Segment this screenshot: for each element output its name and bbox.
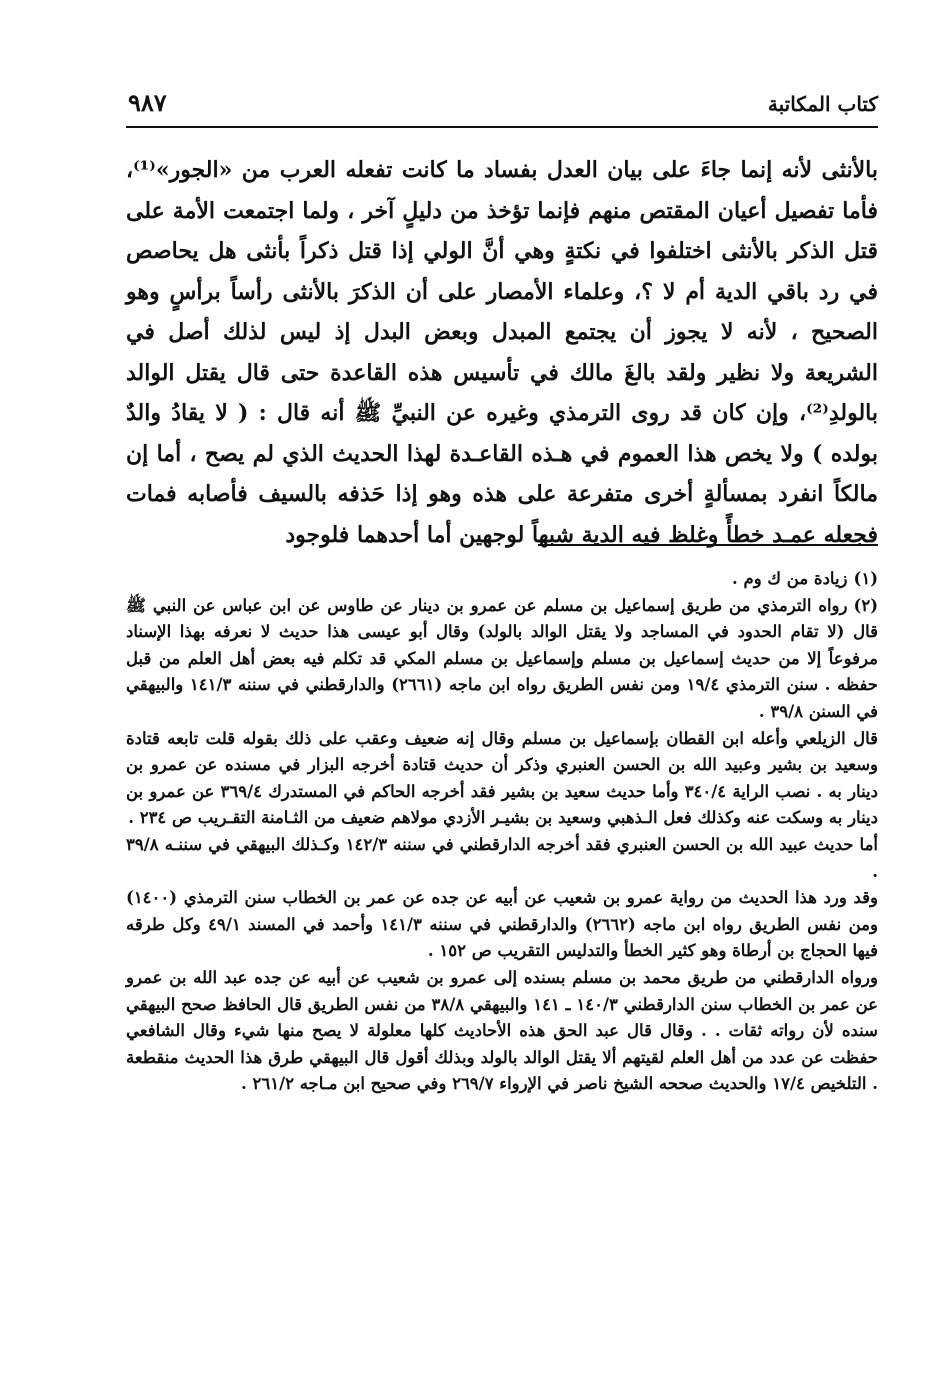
page-number: ٩٨٧ bbox=[128, 88, 167, 117]
running-title: كتاب المكاتبة bbox=[767, 92, 878, 116]
header-rule bbox=[126, 126, 878, 128]
page-header bbox=[126, 86, 878, 126]
footnote-2-continuation: قال الزيلعي وأعله ابن القطان بإسماعيل بن مسلم وقال إنه ضعيف وعقب على ذلك بقوله قلت تابعه قتادة وسعيد بن بشير وعبيد الله بن الحسن العنبري وذكر أن حديث قتادة أخرجه البزار في مسنده عن عمرو بن دينار به . نصب الراية ٣٤٠/٤ وأما حديث سعيد بن بشير فقد أخرجه الحاكم في المستدرك ٣٦٩/٤ عن عمرو بن دينار به وسكت عنه وكذلك فعل الـذهبي وسعيد بن بشيـر الأزدي مولاهم ضعيف من الثـامنة التقـريب ص ٢٣٤ . bbox=[126, 728, 878, 828]
footnote-2 bbox=[126, 593, 878, 726]
footnote-2-continuation: أما حديث عبيد الله بن الحسن العنبري فقد أخرجه الدارقطني في سننه ١٤٢/٣ وكـذلك البيهقي في سننـه ٣٩/٨ . bbox=[126, 834, 878, 881]
footnote-1 bbox=[126, 566, 878, 593]
footnote-marker: (٢) bbox=[853, 595, 878, 615]
footnote-text: زيادة من ك وم . bbox=[732, 569, 848, 588]
footnote-text: رواه الترمذي من طريق إسماعيل بن مسلم عن عمرو بن دينار عن طاوس عن ابن عباس عن النبي ﷺ قال (لا تقام الحدود في المساجد ولا يقتل الوالد بالولد) وقال أبو عيسى هذا حديث لا نعرفه بهذا الإسناد مرفوعاً إلا من حديث إسماعيل بن مسلم وإسماعيل بن مسلم المكي قد تكلم فيه بعض أهل العلم من قبل حفظه . سنن الترمذي ١٩/٤ ومن نفس الطريق رواه ابن ماجه (٢٦٦١) والدارقطني في سننه ١٤١/٣ والبيهقي في السنن ٣٩/٨ . bbox=[126, 595, 879, 721]
footnote-2-continuation: وقد ورد هذا الحديث من رواية عمرو بن شعيب عن أبيه عن جده عن عمر بن الخطاب سنن الترمذي (١٤٠٠) ومن نفس الطريق رواه ابن ماجه (٢٦٦٢) والدارقطني في سننه ١٤١/٣ وأحمد في المسند ٤٩/١ وكل طرقه فيها الحجاج بن أرطاة وهو كثير الخطأ والتدليس التقريب ص ١٥٢ . bbox=[126, 888, 878, 961]
footnotes bbox=[126, 566, 878, 1098]
footnote-marker: (١) bbox=[853, 569, 878, 588]
footnote-separator bbox=[538, 544, 878, 546]
body-paragraph: بالأنثى لأنه إنما جاءَ على بيان العدل بفساد ما كانت تفعله العرب من «الجور»⁽¹⁾، فأما تفصيل أعيان المقتص منهم فإنما تؤخذ من دليلٍ آخر ، ولما اجتمعت الأمة على قتل الذكر بالأنثى اختلفوا في نكتةٍ وهي أنَّ الولي إذا قتل ذكراً بأنثى هل يحاصص في رد باقي الدية أم لا ؟، وعلماء الأمصار على أن الذكرَ بالأنثى رأساً برأسٍ وهو الصحيح ، لأنه لا يجوز أن يجتمع المبدل وبعض البدل إذ ليس لذلك أصل في الشريعة ولا نظير ولقد بالغَ مالك في تأسيس هذه القاعدة حتى قال يقتل الوالد بالولدِ⁽²⁾، وإن كان قد روى الترمذي وغيره عن النبيِّ ﷺ أنه قال : ( لا يقادُ والدٌ بولده ) ولا يخص هذا العموم في هـذه القاعـدة لهذا الحديث الذي لم يصح ، أما إن مالكاً انفرد بمسألةٍ أخرى متفرعة على هذه وهو إذا حَذفه بالسيف فأصابه فمات فجعله عمـد خطأً وغلظ فيه الدية شبهاً لوجهين أما أحدهما فلوجود bbox=[126, 157, 878, 548]
main-text bbox=[126, 150, 878, 555]
footnote-2-continuation: ورواه الدارقطني من طريق محمد بن مسلم بسنده إلى عمرو بن شعيب عن أبيه عن جده عبد الله بن عمرو عن عمر بن الخطاب سنن الدارقطني ١٤٠/٣ ـ ١٤١ والبيهقي ٣٨/٨ من نفس الطريق قال الحافظ صحح البيهقي سنده لأن رواته ثقات . . وقال قال عبد الحق هذه الأحاديث كلها معلولة لا يصح منها شيء وقال الشافعي حفظت عن عدد من أهل العلم لقيتهم ألا يقتل الوالد بالولد وبذلك أقول قال البيهقي طرق هذا الحديث منقطعة . التلخيص ١٧/٤ والحديث صححه الشيخ ناصر في الإرواء ٢٦٩/٧ وفي صحيح ابن مـاجه ٢٦١/٢ . bbox=[126, 967, 878, 1094]
